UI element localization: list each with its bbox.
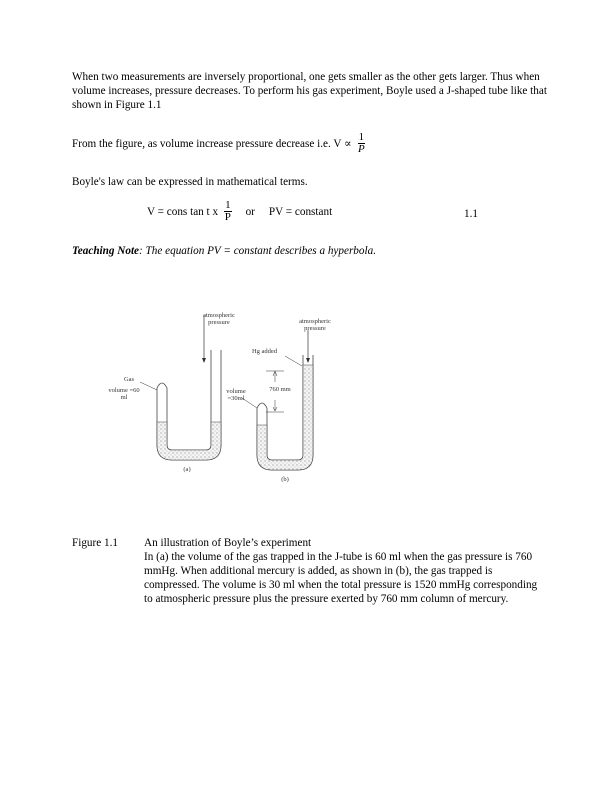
figure-caption [72,536,552,606]
equation-denominator: P [224,211,231,223]
equation-numerator: 1 [225,199,231,211]
equation-left: V = cons tan t x [147,205,219,218]
proportionality-text: From the figure, as volume increase pressure decrease i.e. V ∝ [72,137,352,150]
figure-b-height-label: 760 mm [269,386,291,393]
fraction-denominator: P [357,143,365,155]
mathematical-terms-paragraph: Boyle's law can be expressed in mathematical terms. [72,176,308,188]
figure-a-volume-label: volume =60 ml [108,387,140,401]
figure-b-sublabel: (b) [281,476,289,483]
teaching-note-text: : The equation PV = constant describes a hyperbola. [139,245,376,257]
equation-or: or [245,205,255,218]
figure-a-gas-label: Gas [123,376,135,383]
caption-title: An illustration of Boyle’s experiment [144,537,312,549]
teaching-note [72,245,376,257]
equation-fraction [224,200,232,223]
caption-text: In (a) the volume of the gas trapped in the J-tube is 60 ml when the gas pressure is 760 mmHg. When additional mercury is added, as shown in (b), the gas trapped is compressed. The volume is 30 ml when the total pressure is 1520 mmHg corresponding to atmospheric pressure plus the pressure exerted by 760 mm column of mercury. [144,551,538,605]
fraction-numerator: 1 [358,131,365,143]
figure-b-volume-label: volume =30ml [226,388,246,402]
inverse-p-fraction [358,132,366,155]
teaching-note-label: Teaching Note [72,245,140,257]
equation-right: PV = constant [268,205,333,218]
figure-a-atm-label: atmospheric pressure [203,312,235,326]
figure-b-atm-label: atmospheric pressure [299,318,331,332]
proportionality-paragraph [72,132,552,155]
equation-number: 1.1 [464,208,478,220]
caption-label: Figure 1.1 [72,537,118,549]
caption-body [144,536,544,606]
boyle-j-tube-figure [100,300,400,500]
figure-a-sublabel: (a) [183,466,191,473]
boyles-law-equation [147,200,487,223]
intro-paragraph: When two measurements are inversely proportional, one gets smaller as the other gets larger. Thus when volume increases, pressure decreases. To perform his gas experiment, Boyle used a J-shaped tube like that shown in Figure 1.1 [72,71,547,111]
figure-b-hg-label: Hg added [251,348,278,355]
